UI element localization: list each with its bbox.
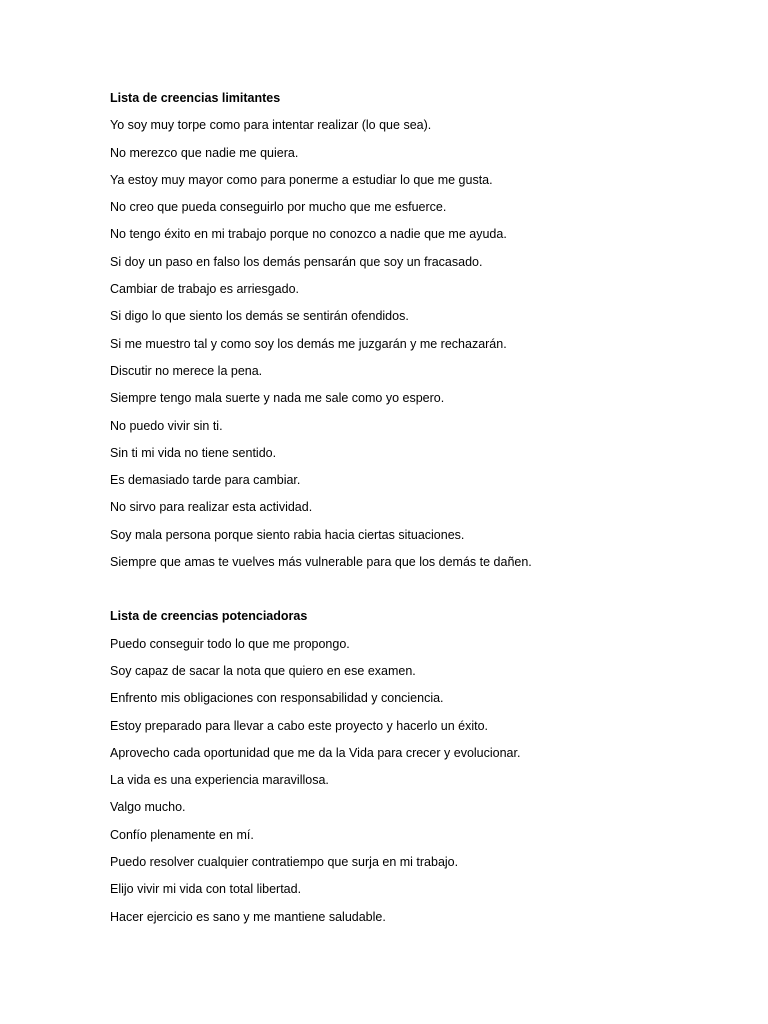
list-item: Enfrento mis obligaciones con responsabilidad y conciencia. (110, 691, 444, 706)
list-item: Puedo conseguir todo lo que me propongo. (110, 636, 350, 651)
list-item: Soy mala persona porque siento rabia hacia ciertas situaciones. (110, 527, 465, 542)
limiting-beliefs-section (110, 85, 730, 576)
list-item: Elijo vivir mi vida con total libertad. (110, 882, 302, 897)
list-item: No creo que pueda conseguirlo por mucho que me esfuerce. (110, 200, 447, 215)
belief-list (110, 112, 730, 576)
list-item: La vida es una experiencia maravillosa. (110, 773, 329, 788)
list-item: Yo soy muy torpe como para intentar realizar (lo que sea). (110, 118, 432, 133)
list-item: Siempre tengo mala suerte y nada me sale como yo espero. (110, 391, 445, 406)
section-heading: Lista de creencias limitantes (110, 91, 281, 105)
list-item: Siempre que amas te vuelves más vulnerable para que los demás te dañen. (110, 555, 532, 570)
list-item: Soy capaz de sacar la nota que quiero en ese examen. (110, 663, 416, 678)
list-item: Si doy un paso en falso los demás pensarán que soy un fracasado. (110, 254, 483, 269)
list-item: No sirvo para realizar esta actividad. (110, 500, 313, 515)
empowering-beliefs-section (110, 603, 730, 931)
list-item: Sin ti mi vida no tiene sentido. (110, 445, 277, 460)
list-item: Es demasiado tarde para cambiar. (110, 473, 301, 488)
list-item: No merezco que nadie me quiera. (110, 145, 299, 160)
belief-list (110, 631, 730, 931)
list-item: Cambiar de trabajo es arriesgado. (110, 282, 299, 297)
list-item: Puedo resolver cualquier contratiempo que surja en mi trabajo. (110, 855, 459, 870)
list-item: No tengo éxito en mi trabajo porque no conozco a nadie que me ayuda. (110, 227, 507, 242)
list-item: Aprovecho cada oportunidad que me da la Vida para crecer y evolucionar. (110, 745, 521, 760)
section-heading: Lista de creencias potenciadoras (110, 609, 308, 624)
list-item: Valgo mucho. (110, 800, 186, 815)
document-page (110, 85, 730, 931)
list-item: Si me muestro tal y como soy los demás me juzgarán y me rechazarán. (110, 336, 507, 351)
list-item: Estoy preparado para llevar a cabo este proyecto y hacerlo un éxito. (110, 718, 488, 733)
list-item: Confío plenamente en mí. (110, 827, 254, 842)
list-item: No puedo vivir sin ti. (110, 418, 223, 433)
list-item: Discutir no merece la pena. (110, 363, 263, 378)
list-item: Ya estoy muy mayor como para ponerme a estudiar lo que me gusta. (110, 172, 493, 187)
list-item: Si digo lo que siento los demás se sentirán ofendidos. (110, 309, 409, 324)
list-item: Hacer ejercicio es sano y me mantiene saludable. (110, 909, 386, 924)
